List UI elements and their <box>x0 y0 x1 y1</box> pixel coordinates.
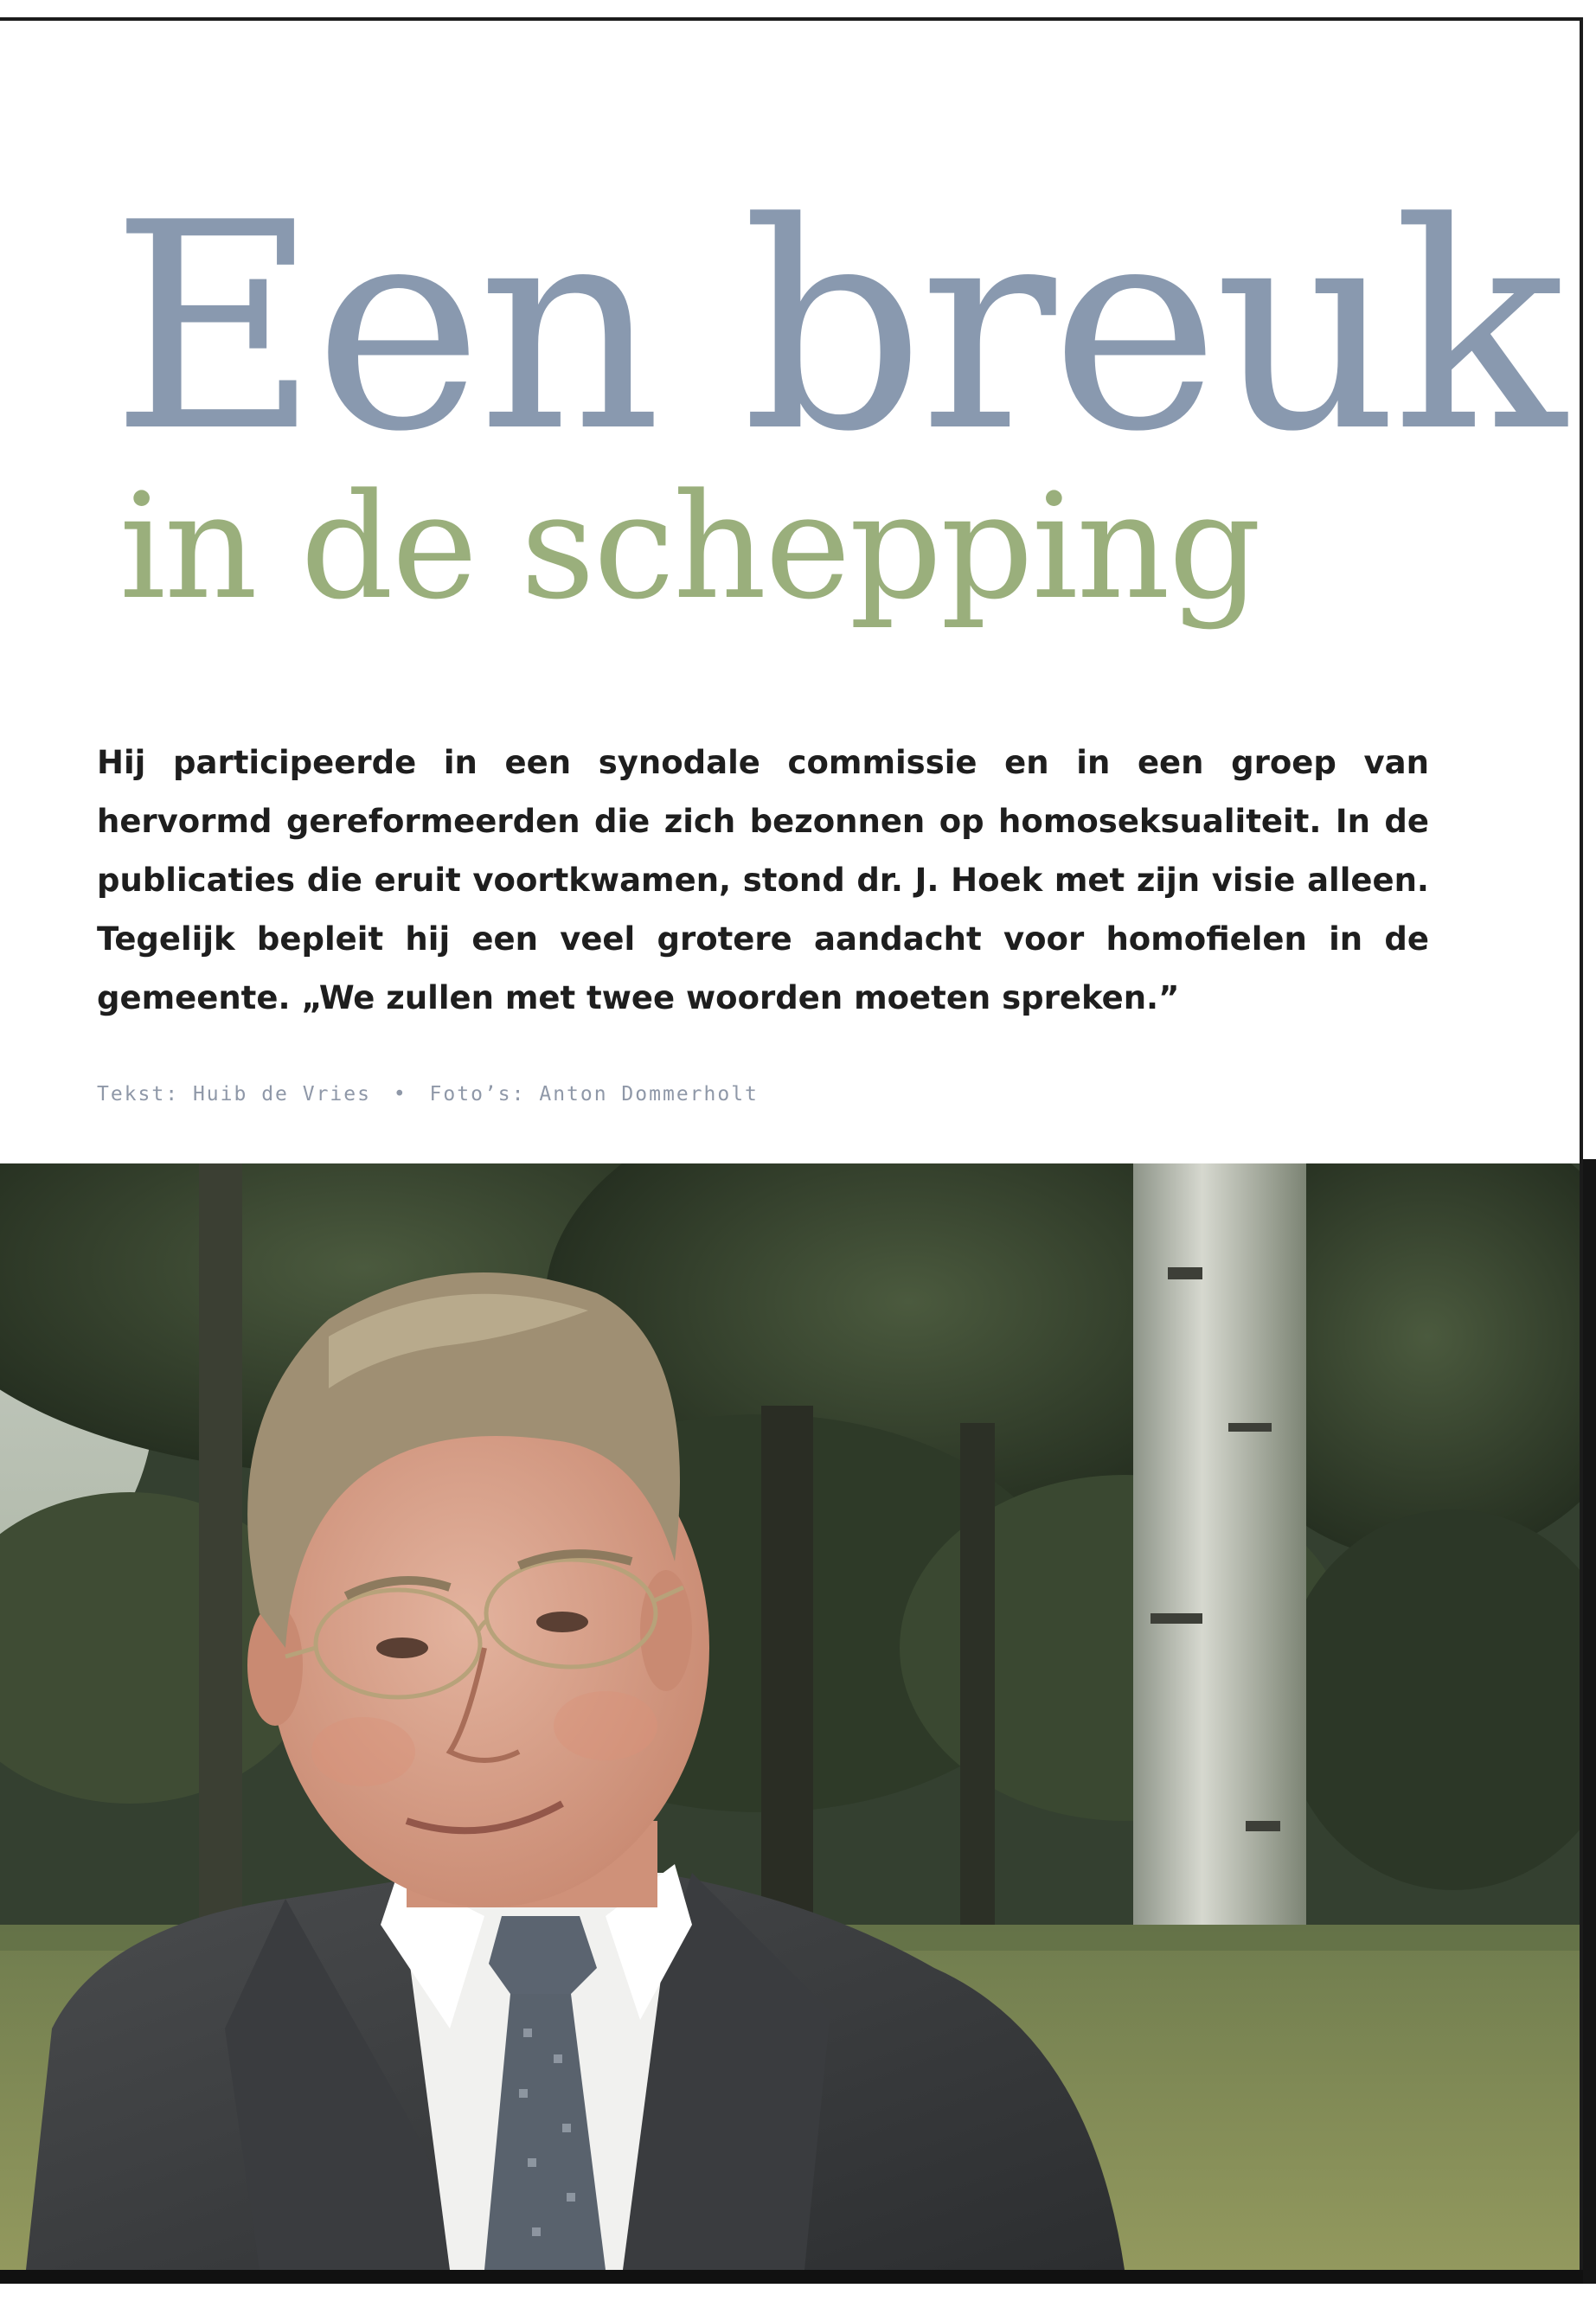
article-intro: Hij participeerde in een synodale commissie en in een groep van hervormd gereformeerden die zich bezonnen op homoseksualiteit. In de publicaties die eruit voortkwamen, stond dr. J. Hoek met zijn visie alleen. Tegelijk bepleit hij een veel grotere aandacht voor homofielen in de gemeente. „We zullen met twee woorden moeten spreken.” <box>97 744 1429 1016</box>
page-border-bottom <box>0 2270 1583 2284</box>
article-subtitle: in de schepping <box>119 462 1260 631</box>
credits-text-author: Huib de Vries <box>192 1083 371 1106</box>
portrait-illustration <box>0 1163 1580 2270</box>
article-credits <box>97 1083 759 1106</box>
page-border-top <box>0 17 1583 21</box>
credits-text-label: Tekst: <box>97 1083 180 1106</box>
article-title: Een breuk <box>111 162 1561 494</box>
credits-photo-label: Foto’s: <box>429 1083 526 1106</box>
portrait-photo <box>0 1163 1580 2270</box>
credits-separator: • <box>393 1083 407 1106</box>
credits-photo-author: Anton Dommerholt <box>539 1083 759 1106</box>
page-bottom-margin <box>0 2284 1596 2301</box>
page-spine-shadow <box>1583 1159 1596 2284</box>
